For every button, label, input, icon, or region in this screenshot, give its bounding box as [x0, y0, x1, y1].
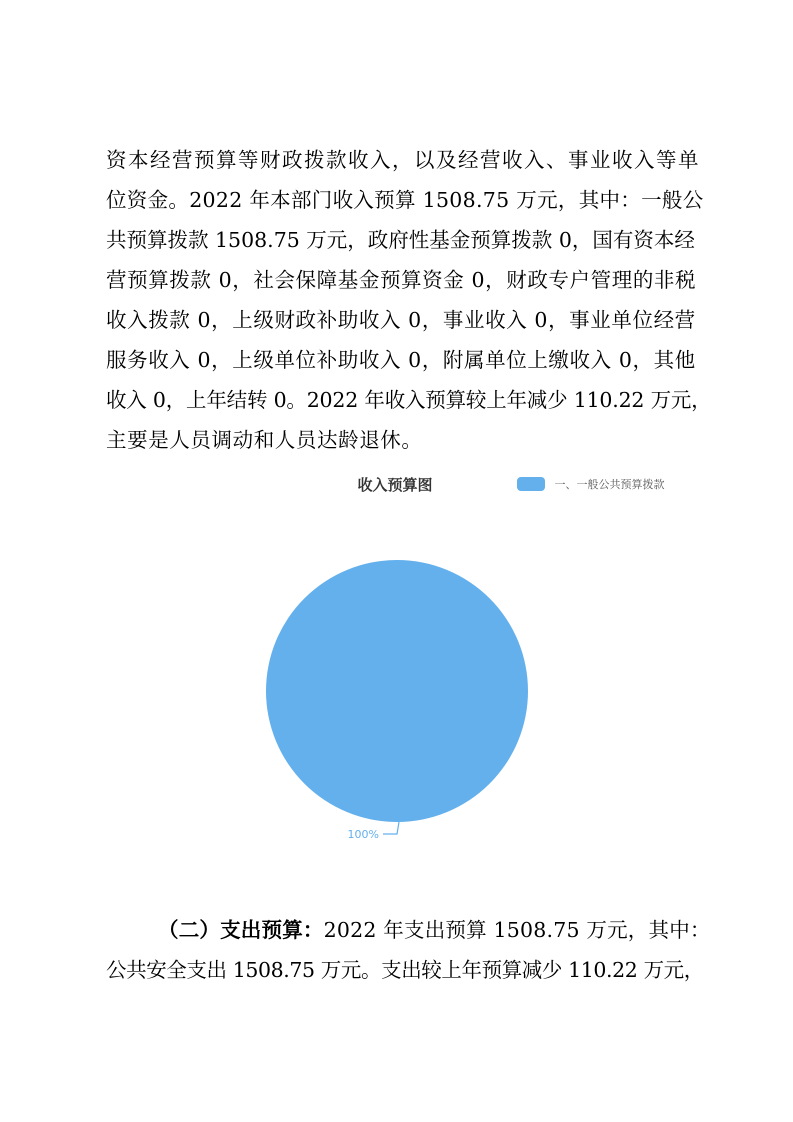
legend-label: 一、一般公共预算拨款 [554, 478, 665, 491]
section-line-2: 公共安全支出 1508.75 万元。支出较上年预算减少 110.22 万元， [106, 958, 704, 982]
pie-slice[interactable] [266, 560, 528, 822]
section-line-1-text: 2022 年支出预算 1508.75 万元，其中： [323, 918, 711, 942]
chart-title: 收入预算图 [357, 476, 433, 494]
legend-swatch [517, 477, 545, 491]
paragraph-line: 收入 0，上年结转 0。2022 年收入预算较上年减少 110.22 万元， [106, 388, 712, 412]
paragraph-line: 共预算拨款 1508.75 万元，政府性基金预算拨款 0，国有资本经 [106, 228, 695, 252]
paragraph-line: 服务收入 0，上级单位补助收入 0，附属单位上缴收入 0，其他 [106, 348, 696, 372]
paragraph-line: 收入拨款 0，上级财政补助收入 0，事业收入 0，事业单位经营 [106, 308, 696, 332]
pie-label-leader [383, 822, 399, 834]
paragraph-line: 资本经营预算等财政拨款收入，以及经营收入、事业收入等单 [106, 148, 700, 172]
chart-legend[interactable] [517, 476, 665, 492]
section-heading: （二）支出预算： [158, 918, 324, 942]
pie-data-label: 100% [347, 828, 379, 841]
paragraph-line: 主要是人员调动和人员达龄退休。 [106, 428, 423, 452]
paragraph-income [106, 140, 712, 460]
section-line-1 [106, 910, 711, 950]
paragraph-line: 位资金。2022 年本部门收入预算 1508.75 万元，其中：一般公 [106, 188, 704, 212]
section-expenditure [106, 910, 711, 990]
paragraph-line: 营预算拨款 0，社会保障基金预算资金 0，财政专户管理的非税 [106, 268, 697, 292]
